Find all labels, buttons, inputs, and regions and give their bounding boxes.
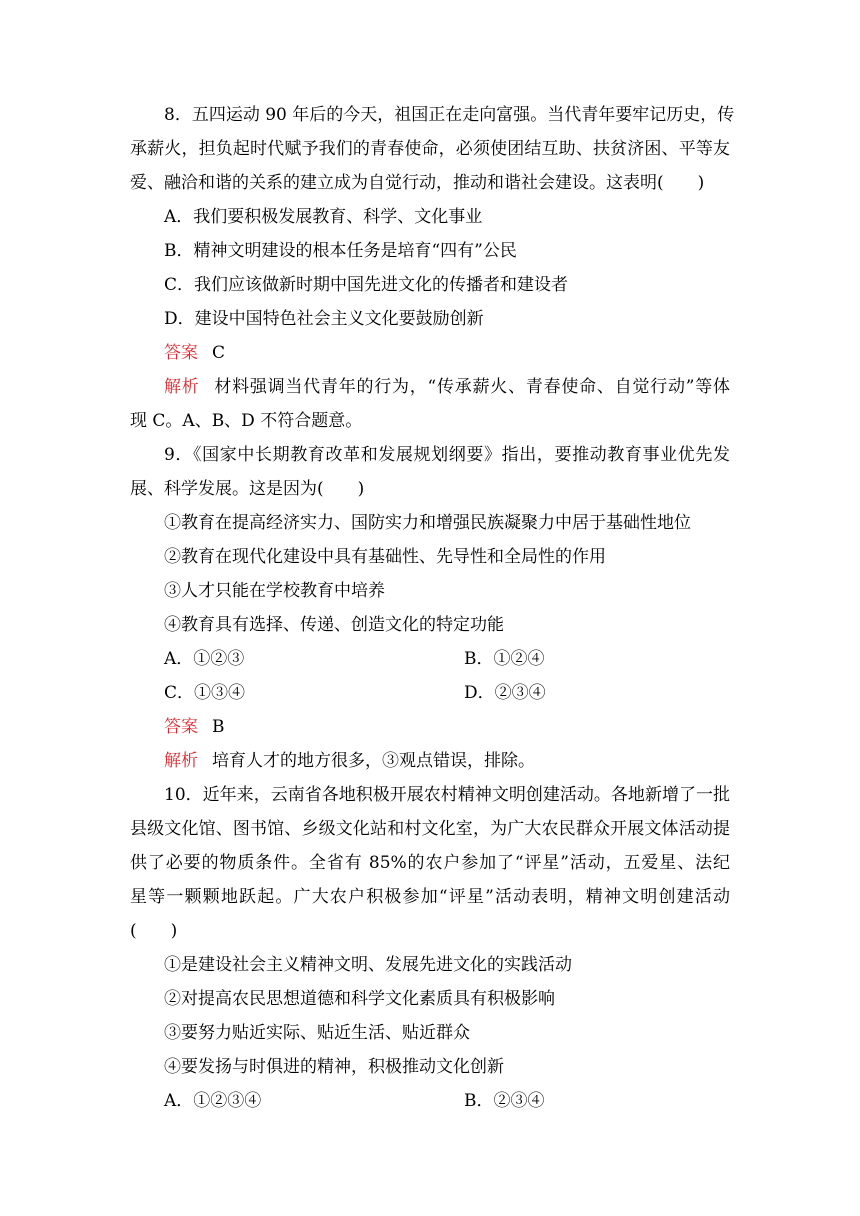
q9-analysis-label: 解析 [164,751,198,771]
q9-analysis [164,749,535,773]
q9-stem-line-2: 展、科学发展。这是因为( ) [130,479,365,499]
q9-option-b: B．①②④ [464,649,545,669]
q9-item-4: ④教育具有选择、传递、创造文化的特定功能 [164,615,504,635]
q9-option-c: C．①③④ [164,683,246,703]
q8-analysis-text: 材料强调当代青年的行为，“传承薪火、青春使命、自觉行动”等体 [213,377,730,397]
q10-item-4: ④要发扬与时俱进的精神，积极推动文化创新 [164,1057,504,1077]
q9-item-2: ②教育在现代化建设中具有基础性、先导性和全局性的作用 [164,547,606,567]
q9-item-1: ①教育在提高经济实力、国防实力和增强民族凝聚力中居于基础性地位 [164,513,691,533]
q9-analysis-text: 培育人才的地方很多，③观点错误，排除。 [212,751,535,771]
q10-stem-line-1: 10．近年来，云南省各地积极开展农村精神文明创建活动。各地新增了一批 [164,785,730,805]
q9-answer-label: 答案 [164,717,198,737]
q10-item-3: ③要努力贴近实际、贴近生活、贴近群众 [164,1023,470,1043]
q8-stem-line-2: 承薪火，担负起时代赋予我们的青春使命，必须使团结互助、扶贫济困、平等友 [130,139,730,159]
q8-option-d: D．建设中国特色社会主义文化要鼓励创新 [164,309,484,329]
q10-stem-line-2: 县级文化馆、图书馆、乡级文化站和村文化室，为广大农民群众开展文体活动提 [130,819,730,839]
q9-option-a: A．①②③ [164,649,245,669]
q8-answer-value: C [212,343,226,363]
q8-option-b: B．精神文明建设的根本任务是培育“四有”公民 [164,241,517,261]
q8-answer-label: 答案 [164,343,198,363]
q9-stem-line-1: 9．《国家中长期教育改革和发展规划纲要》指出，要推动教育事业优先发 [164,445,730,465]
q8-analysis-line-1 [164,375,730,399]
q9-answer-value: B [212,717,225,737]
q10-option-b: B．②③④ [464,1091,545,1111]
q8-answer [164,341,225,365]
q8-stem-line-3: 爱、融洽和谐的关系的建立成为自觉行动，推动和谐社会建设。这表明( ) [130,173,705,193]
q8-analysis-label: 解析 [164,377,200,397]
q9-option-d: D．②③④ [464,683,546,703]
q9-answer [164,715,225,739]
q8-option-c: C．我们应该做新时期中国先进文化的传播者和建设者 [164,275,569,295]
q10-stem-line-3: 供了必要的物质条件。全省有 85%的农户参加了“评星”活动，五爱星、法纪 [130,853,730,873]
q10-option-a: A．①②③④ [164,1091,262,1111]
q10-item-2: ②对提高农民思想道德和科学文化素质具有积极影响 [164,989,555,1009]
q8-stem-line-1: 8．五四运动 90 年后的今天，祖国正在走向富强。当代青年要牢记历史，传 [164,105,735,125]
q10-item-1: ①是建设社会主义精神文明、发展先进文化的实践活动 [164,955,572,975]
q8-option-a: A．我们要积极发展教育、科学、文化事业 [164,207,483,227]
q10-stem-line-4: 星等一颗颗地跃起。广大农户积极参加“评星”活动表明，精神文明创建活动 [130,887,730,907]
q8-analysis-line-2: 现 C。A、B、D 不符合题意。 [130,411,363,431]
q10-stem-line-5: ( ) [130,921,178,941]
q9-item-3: ③人才只能在学校教育中培养 [164,581,385,601]
